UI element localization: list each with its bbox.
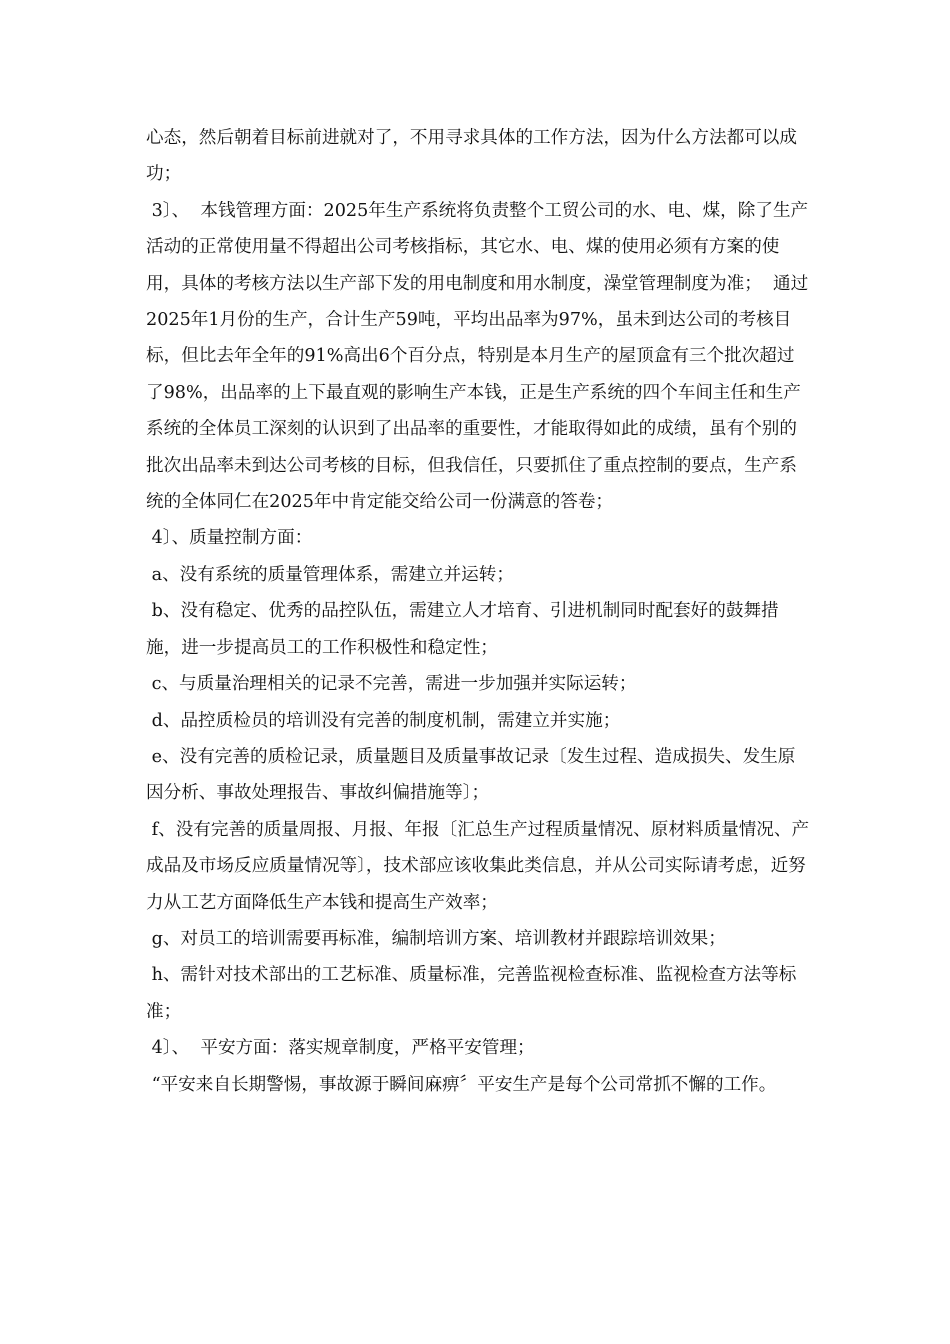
- list-item-g: g、对员工的培训需要再标准，编制培训方案、培训教材并跟踪培训效果；: [146, 928, 726, 949]
- document-body: [146, 120, 810, 1103]
- list-item-h: h、需针对技术部出的工艺标准、质量标准，完善监视检查标准、监视检查方法等标准；: [146, 965, 797, 1022]
- paragraph-safety-quote: “平安来自长期警惕，事故源于瞬间麻痹〞平安生产是每个公司常抓不懈的工作。: [146, 1074, 777, 1095]
- list-item-d: d、品控质检员的培训没有完善的制度机制，需建立并实施；: [146, 710, 621, 731]
- list-item-a: a、没有系统的质量管理体系，需建立并运转；: [146, 564, 514, 585]
- list-item-f: f、没有完善的质量周报、月报、年报〔汇总生产过程质量情况、原材料质量情况、产成品及市场反应质量情况等〕，技术部应该收集此类信息，并从公司实际请考虑，近努力从工艺方面降低生产本钱和提高生产效率；: [146, 819, 810, 913]
- paragraph-safety-heading: 4〕、 平安方面：落实规章制度，严格平安管理；: [146, 1038, 535, 1059]
- paragraph-quality-control-heading: 4〕、质量控制方面：: [146, 528, 313, 549]
- list-item-e: e、没有完善的质检记录，质量题目及质量事故记录〔发生过程、造成损失、发生原因分析、事故处理报告、事故纠偏措施等〕；: [146, 746, 796, 804]
- list-item-b: b、没有稳定、优秀的品控队伍，需建立人才培育、引进机制同时配套好的鼓舞措施，进一步提高员工的工作积极性和稳定性；: [146, 601, 779, 658]
- list-item-c: c、与质量治理相关的记录不完善，需进一步加强并实际运转；: [146, 674, 637, 695]
- paragraph-intro-continuation: 心态，然后朝着目标前进就对了，不用寻求具体的工作方法，因为什么方法都可以成功；: [146, 128, 797, 185]
- paragraph-cost-management: 3〕、 本钱管理方面：2025年生产系统将负责整个工贸公司的水、电、煤，除了生产活动的正常使用量不得超出公司考核指标，其它水、电、煤的使用必须有方案的使用，具体的考核方法以生产部下发的用电制度和用水制度，澡堂管理制度为准； 通过2025年1月份的生产，合计生产59吨，平均出品率为97%，虽未到达公司的考核目标，但比去年全年的91%高出6个百分点，特别是本月生产的屋顶盒有三个批次超过了98%，出品率的上下最直观的影响生产本钱，正是生产系统的四个车间主任和生产系统的全体员工深刻的认识到了出品率的重要性，才能取得如此的成绩，虽有个别的批次出品率未到达公司考核的目标，但我信任，只要抓住了重点控制的要点，生产系统的全体同仁在2025年中肯定能交给公司一份满意的答卷；: [146, 200, 809, 513]
